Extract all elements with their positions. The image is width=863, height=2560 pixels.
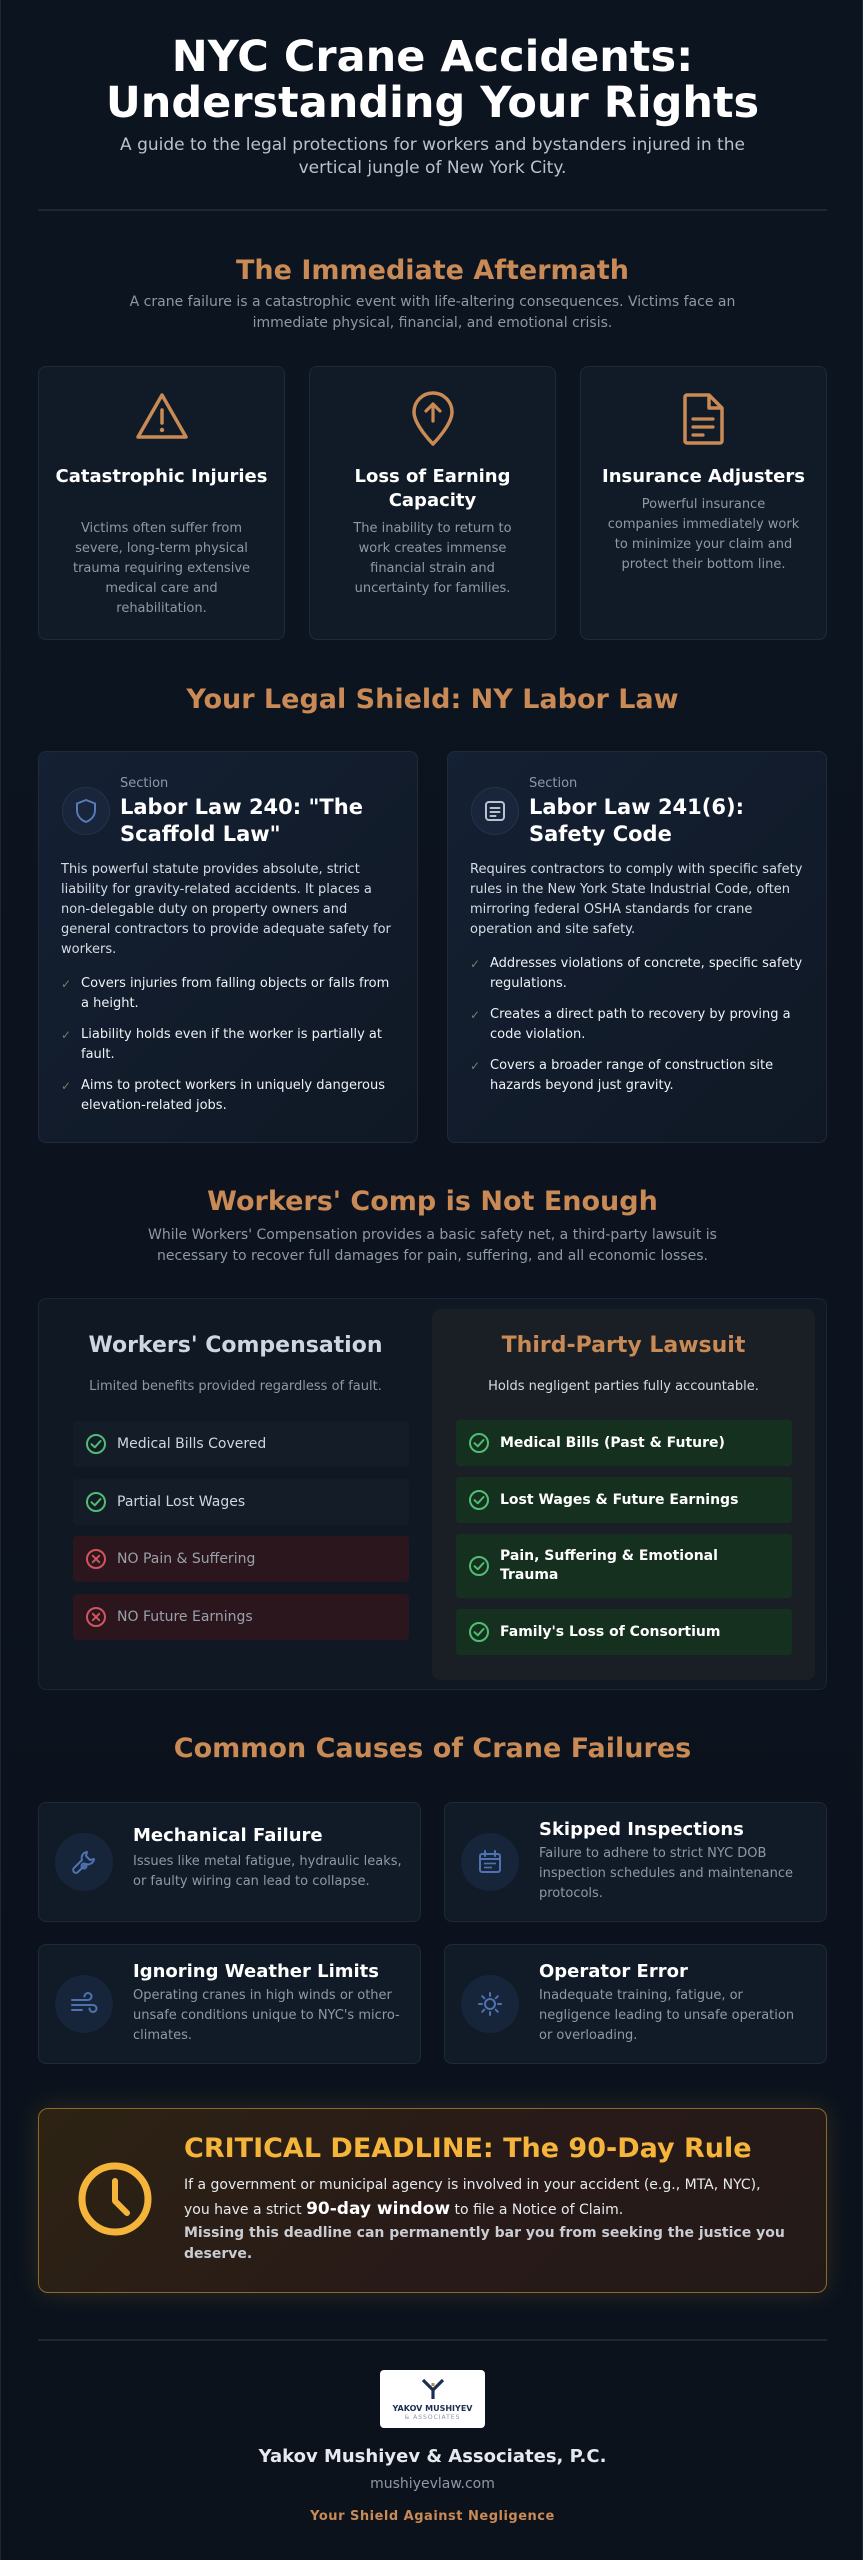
firm-tagline: Your Shield Against Negligence bbox=[310, 2509, 555, 2524]
aftermath-card-title: Insurance Adjusters bbox=[602, 466, 805, 487]
comp-row: Lost Wages & Future Earnings bbox=[456, 1477, 792, 1523]
comp-row: NO Future Earnings bbox=[73, 1594, 409, 1640]
location-arrow-icon bbox=[310, 391, 555, 451]
x-circle-icon bbox=[85, 1548, 107, 1574]
comparison-panel bbox=[38, 1298, 827, 1690]
law-card-241 bbox=[447, 751, 827, 1143]
page-subtitle: A guide to the legal protections for workers and bystanders injured in the vertical jungle of New York City. bbox=[120, 135, 745, 178]
comp-row: Family's Loss of Consortium bbox=[456, 1609, 792, 1655]
cause-card-operator bbox=[444, 1944, 827, 2064]
list-item: ✓ Covers injuries from falling objects or falls from a height. bbox=[61, 976, 390, 1011]
clock-icon bbox=[75, 2159, 155, 2243]
logo-name: YAKOV MUSHIYEV bbox=[392, 2404, 473, 2413]
cause-card-weather bbox=[38, 1944, 421, 2064]
check-circle-icon bbox=[85, 1433, 107, 1459]
aftermath-card-title: Catastrophic Injuries bbox=[55, 466, 268, 487]
list-item: ✓ Liability holds even if the worker is partially at fault. bbox=[61, 1027, 382, 1062]
wind-icon bbox=[55, 1975, 113, 2033]
check-icon: ✓ bbox=[470, 1059, 481, 1073]
cause-text: Operating cranes in high winds or other unsafe conditions unique to NYC's micro-climates. bbox=[133, 1988, 400, 2043]
deadline-emphasis: 90-day window bbox=[306, 2199, 451, 2219]
law-bullets bbox=[61, 974, 395, 1127]
comp-row: Medical Bills (Past & Future) bbox=[456, 1420, 792, 1466]
divider bbox=[38, 209, 827, 211]
deadline-callout bbox=[38, 2108, 827, 2293]
comp-row: Medical Bills Covered bbox=[73, 1421, 409, 1467]
comp-right-subtitle: Holds negligent parties fully accountable. bbox=[488, 1379, 759, 1394]
aftermath-title: The Immediate Aftermath bbox=[235, 255, 630, 286]
check-circle-icon bbox=[468, 1432, 490, 1460]
cause-card-inspections bbox=[444, 1802, 827, 1922]
deadline-title: CRITICAL DEADLINE: The 90-Day Rule bbox=[184, 2133, 752, 2164]
deadline-text: If a government or municipal agency is involved in your accident (e.g., MTA, NYC), you have a strict 90-day window to file a Notice of Claim. bbox=[184, 2177, 761, 2219]
cause-title: Mechanical Failure bbox=[133, 1825, 323, 1846]
law-kicker: Section bbox=[529, 776, 578, 791]
cause-text: Issues like metal fatigue, hydraulic leaks, or faulty wiring can lead to collapse. bbox=[133, 1854, 402, 1889]
cause-title: Operator Error bbox=[539, 1961, 688, 1982]
sun-gear-icon bbox=[461, 1975, 519, 2033]
law-card-240 bbox=[38, 751, 418, 1143]
list-item: ✓ Creates a direct path to recovery by proving a code violation. bbox=[470, 1007, 791, 1042]
law-body: Requires contractors to comply with specific safety rules in the New York State Industrial Code, often mirroring federal OSHA standards for crane operation and site safety. bbox=[470, 862, 803, 937]
check-icon: ✓ bbox=[470, 1008, 481, 1022]
cause-title: Ignoring Weather Limits bbox=[133, 1961, 379, 1982]
firm-name: Yakov Mushiyev & Associates, P.C. bbox=[258, 2446, 607, 2467]
divider bbox=[38, 2339, 827, 2341]
aftermath-card-text: The inability to return to work creates immense financial strain and uncertainty for families. bbox=[353, 521, 512, 596]
law-title: Labor Law 241(6): Safety Code bbox=[529, 795, 744, 846]
check-circle-icon bbox=[468, 1555, 490, 1583]
comp-title: Workers' Comp is Not Enough bbox=[207, 1186, 658, 1217]
cause-card-mechanical bbox=[38, 1802, 421, 1922]
cause-text: Inadequate training, fatigue, or negligence leading to unsafe operation or overloading. bbox=[539, 1988, 795, 2043]
aftermath-card-text: Powerful insurance companies immediately work to minimize your claim and protect their bottom line. bbox=[607, 497, 800, 572]
law-body: This powerful statute provides absolute, strict liability for gravity-related accidents. It places a non-delegable duty on property owners and general contractors to provide adequate safety for workers. bbox=[61, 862, 391, 957]
check-icon: ✓ bbox=[61, 977, 72, 991]
warning-triangle-icon bbox=[39, 391, 284, 447]
law-kicker: Section bbox=[120, 776, 169, 791]
list-item: ✓ Aims to protect workers in uniquely dangerous elevation-related jobs. bbox=[61, 1078, 385, 1113]
shield-icon bbox=[62, 787, 110, 835]
check-circle-icon bbox=[468, 1621, 490, 1649]
wrench-icon bbox=[55, 1833, 113, 1891]
aftermath-card-injuries bbox=[38, 366, 285, 640]
firm-monogram-icon bbox=[380, 2378, 485, 2404]
law-bullets bbox=[470, 954, 804, 1107]
page-title: NYC Crane Accidents: Understanding Your Rights bbox=[105, 32, 760, 128]
comp-row: Partial Lost Wages bbox=[73, 1479, 409, 1525]
cause-text: Failure to adhere to strict NYC DOB inspection schedules and maintenance protocols. bbox=[539, 1846, 793, 1901]
check-circle-icon bbox=[85, 1491, 107, 1517]
aftermath-card-earnings bbox=[309, 366, 556, 640]
firm-url[interactable]: mushiyevlaw.com bbox=[370, 2476, 495, 2492]
comp-row: NO Pain & Suffering bbox=[73, 1536, 409, 1582]
aftermath-card-text: Victims often suffer from severe, long-term physical trauma requiring extensive medical care and rehabilitation. bbox=[72, 521, 251, 616]
causes-title: Common Causes of Crane Failures bbox=[173, 1733, 692, 1764]
check-circle-icon bbox=[468, 1489, 490, 1517]
calendar-icon bbox=[461, 1833, 519, 1891]
law-title: Labor Law 240: "The Scaffold Law" bbox=[120, 795, 363, 846]
check-icon: ✓ bbox=[61, 1028, 72, 1042]
comp-right-panel bbox=[432, 1309, 815, 1680]
comp-left-subtitle: Limited benefits provided regardless of fault. bbox=[89, 1379, 382, 1394]
comp-row: Pain, Suffering & Emotional Trauma bbox=[456, 1534, 792, 1598]
check-icon: ✓ bbox=[470, 957, 481, 971]
logo-sub: & ASSOCIATES bbox=[404, 2414, 461, 2421]
x-circle-icon bbox=[85, 1606, 107, 1632]
list-item: ✓ Covers a broader range of construction site hazards beyond just gravity. bbox=[470, 1058, 774, 1093]
cause-title: Skipped Inspections bbox=[539, 1819, 744, 1840]
document-icon bbox=[581, 391, 826, 451]
aftermath-card-insurance bbox=[580, 366, 827, 640]
firm-logo bbox=[380, 2370, 485, 2428]
legal-title: Your Legal Shield: NY Labor Law bbox=[186, 684, 679, 715]
aftermath-subtitle: A crane failure is a catastrophic event with life-altering consequences. Victims face an immediate physical, financial, and emotional crisis. bbox=[129, 294, 736, 331]
comp-right-title: Third-Party Lawsuit bbox=[501, 1333, 746, 1358]
code-list-icon bbox=[471, 787, 519, 835]
check-icon: ✓ bbox=[61, 1079, 72, 1093]
list-item: ✓ Addresses violations of concrete, specific safety regulations. bbox=[470, 956, 803, 991]
deadline-warning: Missing this deadline can permanently bar you from seeking the justice you deserve. bbox=[184, 2225, 785, 2262]
aftermath-card-title: Loss of Earning Capacity bbox=[354, 466, 511, 511]
comp-left-title: Workers' Compensation bbox=[88, 1333, 383, 1358]
comp-subtitle: While Workers' Compensation provides a basic safety net, a third-party lawsuit is necessary to recover full damages for pain, suffering, and all economic losses. bbox=[148, 1227, 717, 1264]
